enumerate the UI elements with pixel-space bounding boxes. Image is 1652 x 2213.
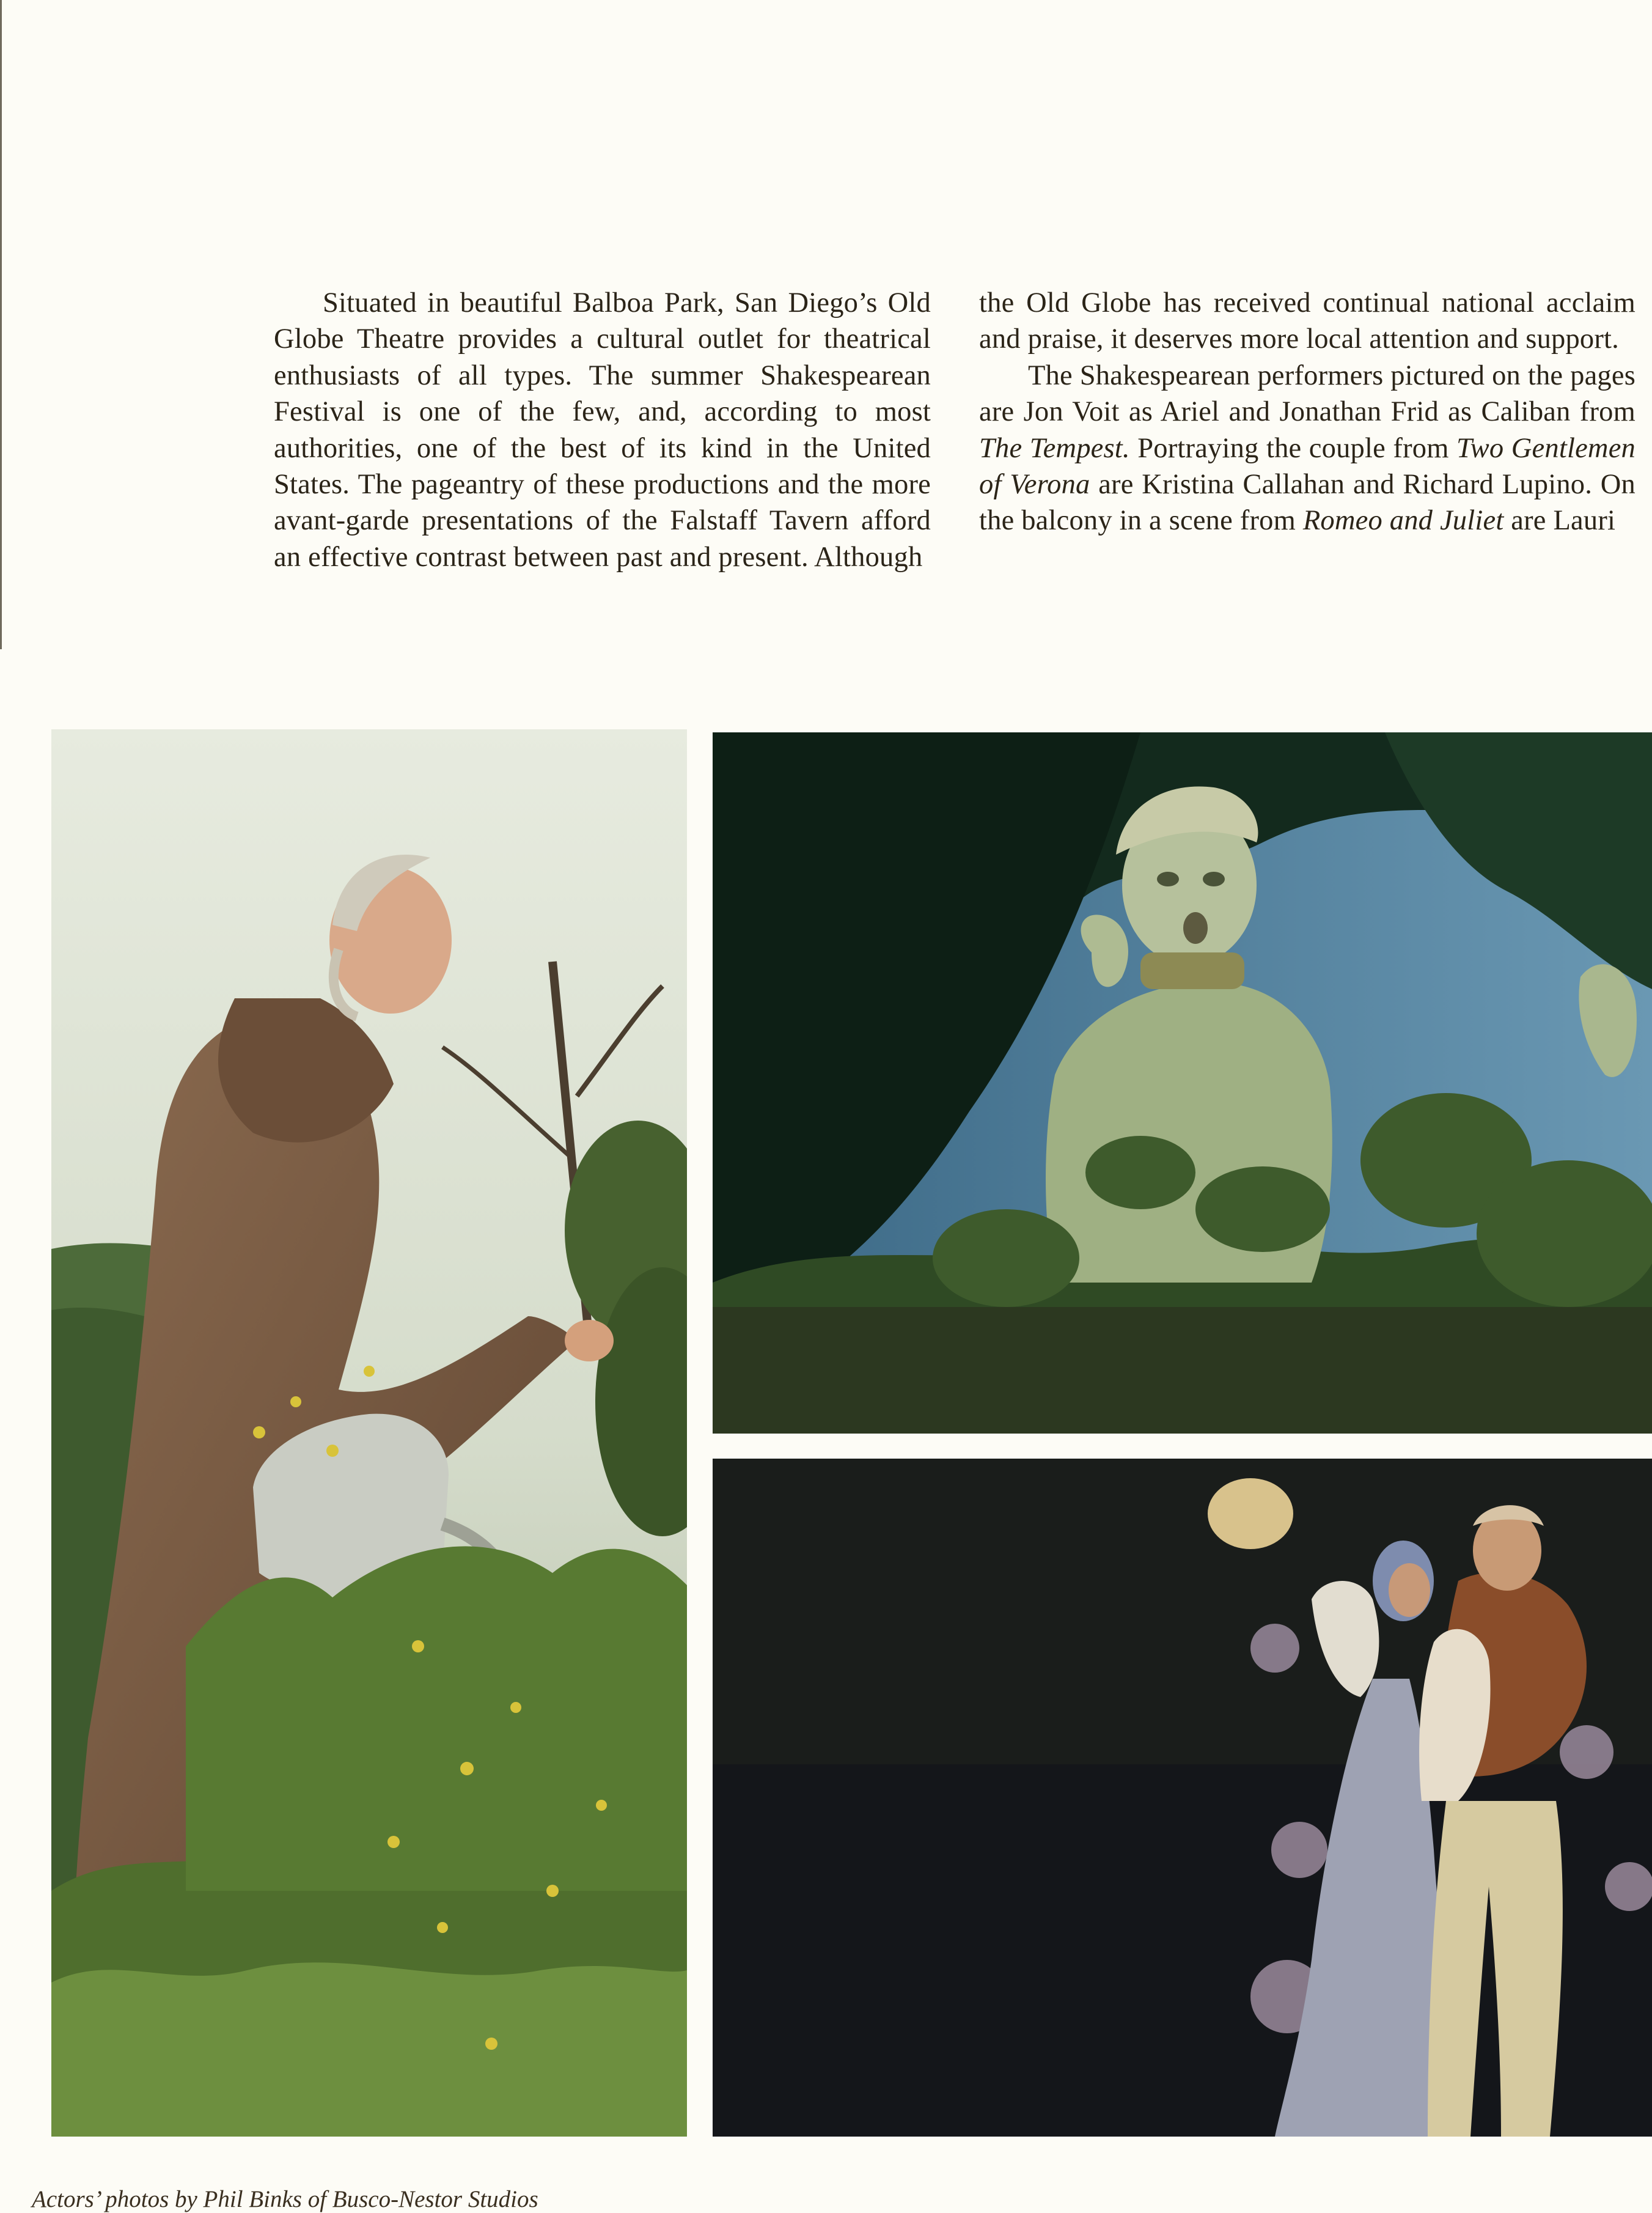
article-column-left — [274, 285, 931, 575]
article-paragraph: Situated in beautiful Balboa Park, San Diego’s Old Globe Theatre provides a cultural outlet for theatrical enthusiasts of all types. The summer Shakespearean Festival is one of the few, and, according to most authorities, one of the best of its kind in the United States. The pageantry of these productions and the more avant-garde presentations of the Falstaff Tavern afford an effective contrast between past and present. Although — [274, 287, 931, 573]
play-title-two-gentlemen-of-verona: Two Gentlemen of Verona — [979, 432, 1635, 501]
play-title-romeo-and-juliet: Romeo and Juliet — [1302, 505, 1504, 537]
paragraph-text: The Shakespearean performers pictured on the pages are Jon Voit as Ariel and Jonathan Frid as Caliban from — [979, 359, 1635, 428]
photo-caliban-in-trees — [713, 732, 1652, 1434]
play-title-the-tempest: The Tempest. — [979, 432, 1130, 464]
paragraph-text: Portraying the couple from — [1129, 432, 1457, 464]
article-paragraph: the Old Globe has received continual national acclaim and praise, it deserves more local attention and support. — [979, 287, 1635, 355]
article-column-right — [979, 285, 1635, 539]
photo-credit: Actors’ photos by Phil Binks of Busco-Nestor Studios — [32, 2186, 538, 2212]
photo-friar-in-garden — [51, 729, 687, 2137]
paragraph-text: are Kristina Callahan and Richard Lupino. On the balcony in a scene from — [979, 469, 1635, 537]
photo-couple-at-night — [713, 1459, 1652, 2137]
page-edge-rule — [0, 0, 2, 649]
article-paragraph — [979, 358, 1635, 539]
paragraph-text: are Lauri — [1503, 505, 1616, 537]
